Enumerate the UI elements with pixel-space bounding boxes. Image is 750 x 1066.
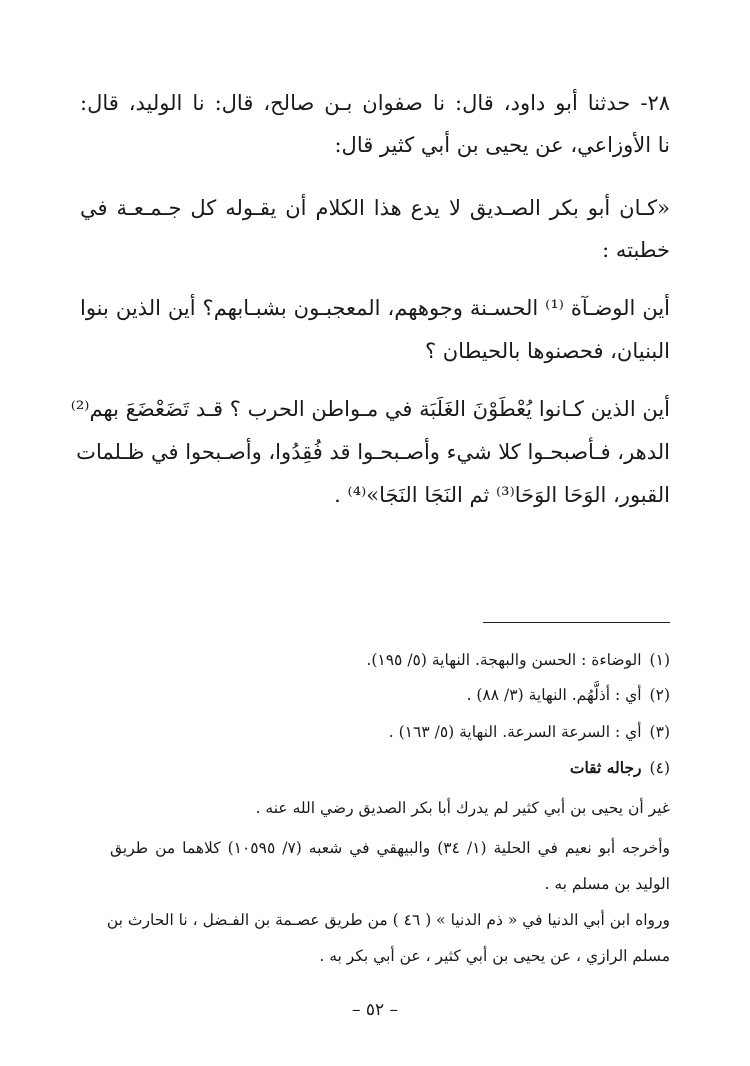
footnote-1 <box>80 648 670 672</box>
body-line-6: البنيان، فحصنوها بالحيطان ؟ <box>424 339 670 363</box>
footnote-3-text: أي : السرعة السرعة. النهاية (٥/ ١٦٣) . <box>388 723 642 741</box>
body-line-5: أين الوضـآة ⁽¹⁾ الحسـنة وجوههم، المعجبـون بشبـابهم؟ أين الذين بنوا <box>80 296 671 320</box>
footnote-2-number: (٢) <box>649 686 670 704</box>
body-line-3: «كـان أبو بكر الصـديق لا يدع هذا الكلام أن يقـوله كل جـمـعـة في <box>80 196 670 220</box>
footnote-1-text: الوضاءة : الحسن والبهجة. النهاية (٥/ ١٩٥). <box>366 651 642 669</box>
body-line-7: أين الذين كـانوا يُعْطَوْنَ الغَلَبَة في مـواطن الحرب ؟ قـد تَضَعْضَعَ بهم⁽²⁾ <box>70 397 670 421</box>
footnote-3-number: (٣) <box>649 723 670 741</box>
footnote-4 <box>80 756 670 780</box>
footnote-4-line-5: مسلم الرازي ، عن يحيى بن أبي كثير ، عن أبي بكر به . <box>319 947 670 965</box>
body-line-1: ٢٨- حدثنا أبو داود، قال: نا صفوان بـن صالح، قال: نا الوليد، قال: <box>80 91 670 115</box>
body-line-9: القبور، الوَحَا الوَحَا⁽³⁾ ثم النَجَا النَجَا»⁽⁴⁾ . <box>334 483 670 507</box>
footnote-4-line-3: الوليد بن مسلم به . <box>544 875 670 893</box>
footnote-4-line-1: غير أن يحيى بن أبي كثير لم يدرك أبا بكر الصديق رضي الله عنه . <box>255 799 670 817</box>
footnote-4-heading: رجاله ثقات <box>569 758 642 777</box>
footnote-4-line-2: وأخرجه أبو نعيم في الحلية (١/ ٣٤) والبيهقي في شعبه (٧/ ١٠٥٩٥) كلاهما من طريق <box>110 839 670 857</box>
footnote-1-number: (١) <box>649 651 670 669</box>
footnote-3 <box>80 720 670 744</box>
footnote-divider <box>483 622 670 623</box>
footnote-2-text: أي : أذلَّهُم. النهاية (٣/ ٨٨) . <box>466 686 642 704</box>
body-line-2: نا الأوزاعي، عن يحيى بن أبي كثير قال: <box>334 133 670 157</box>
body-line-8: الدهر، فـأصبحـوا كلا شيء وأصـبحـوا قد فُقِدُوا، وأصـبحوا في ظـلمات <box>76 440 670 464</box>
page-number: – ٥٢ – <box>351 1000 399 1020</box>
footnote-4-number: (٤) <box>649 759 670 777</box>
footnote-4-line-4: ورواه ابن أبي الدنيا في « ذم الدنيا » ( ٤٦ ) من طريق عصـمة بن الفـضل ، نا الحارث بن <box>106 911 670 929</box>
body-line-4: خطبته : <box>602 238 670 262</box>
footnote-2 <box>80 683 670 707</box>
